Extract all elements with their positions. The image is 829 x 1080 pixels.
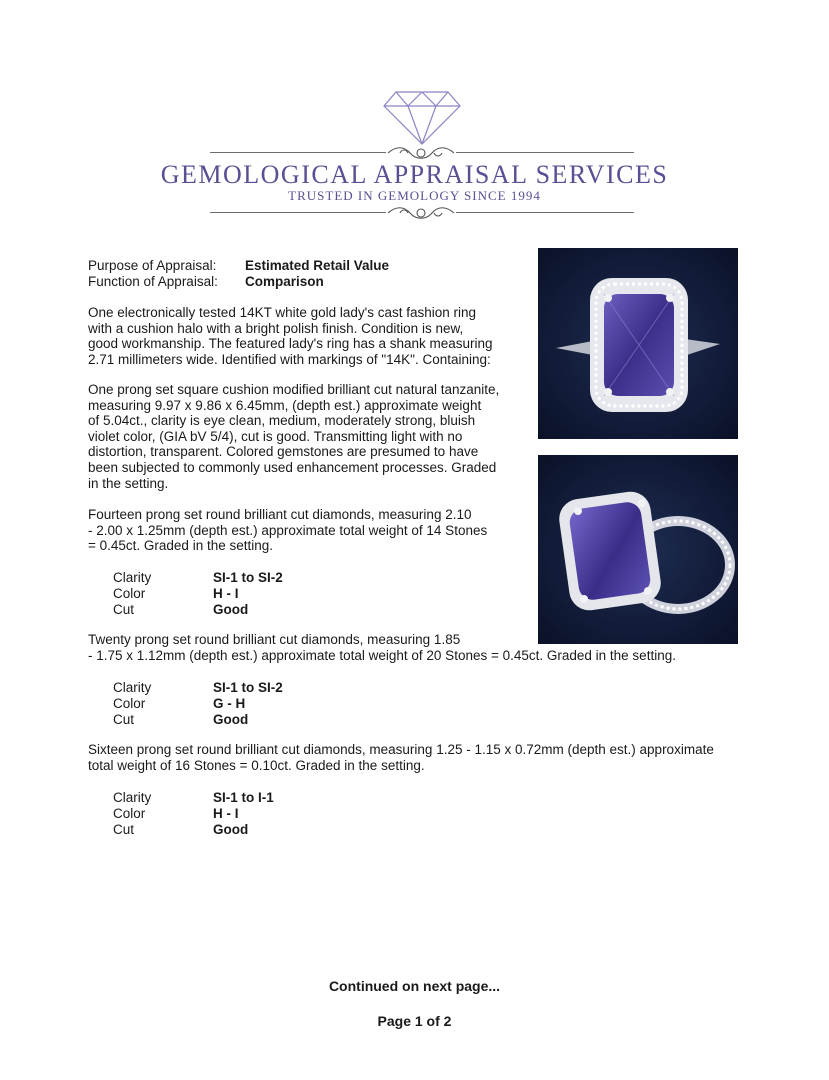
cut-value: Good <box>213 822 249 837</box>
text-line: of 5.04ct., clarity is eye clean, medium, moderately strong, bluish <box>88 413 476 429</box>
diamond-group-3-description <box>88 742 714 773</box>
text-line: violet color, (GIA bV 5/4), cut is good. Transmitting light with no <box>88 428 463 444</box>
clarity-label: Clarity <box>113 790 152 805</box>
text-line: total weight of 16 Stones = 0.10ct. Graded in the setting. <box>88 757 425 773</box>
ring-photo-top-view <box>538 248 738 439</box>
ring-description <box>88 305 493 367</box>
cut-value: Good <box>213 712 249 727</box>
text-line: - 1.75 x 1.12mm (depth est.) approximate total weight of 20 Stones = 0.45ct. Graded in the setting. <box>88 647 676 663</box>
flourish-ornament-icon-bottom <box>386 204 456 222</box>
ring-top-view-image <box>538 248 738 439</box>
clarity-label: Clarity <box>113 680 152 695</box>
clarity-value: SI-1 to SI-2 <box>213 680 283 695</box>
text-line: good workmanship. The featured lady's ring has a shank measuring <box>88 336 493 352</box>
diamond-logo-icon <box>382 90 462 146</box>
cut-label: Cut <box>113 712 135 727</box>
header-rule-bottom-right <box>456 212 634 213</box>
clarity-value: SI-1 to I-1 <box>213 790 274 805</box>
header-rule-bottom-left <box>210 212 386 213</box>
color-value: H - I <box>213 806 239 821</box>
text-line: measuring 9.97 x 9.86 x 6.45mm, (depth est.) approximate weight <box>88 397 482 413</box>
text-line: One electronically tested 14KT white gold lady's cast fashion ring <box>88 305 477 320</box>
text-line: Twenty prong set round brilliant cut diamonds, measuring 1.85 <box>88 632 461 647</box>
color-value: H - I <box>213 586 239 601</box>
header-rule-top-right <box>456 152 634 153</box>
color-value: G - H <box>213 696 246 711</box>
center-stone-description <box>88 382 499 491</box>
continued-note: Continued on next page... <box>328 978 501 994</box>
page-number: Page 1 of 2 <box>377 1013 452 1029</box>
text-line: been subjected to commonly used enhancement processes. Graded <box>88 459 497 475</box>
text-line: with a cushion halo with a bright polish finish. Condition is new, <box>88 320 464 336</box>
text-line: Fourteen prong set round brilliant cut diamonds, measuring 2.10 <box>88 507 472 522</box>
text-line: distortion, transparent. Colored gemstones are presumed to have <box>88 444 479 460</box>
clarity-label: Clarity <box>113 570 152 585</box>
clarity-value: SI-1 to SI-2 <box>213 570 283 585</box>
text-line: - 2.00 x 1.25mm (depth est.) approximate total weight of 14 Stones <box>88 522 488 538</box>
text-line: = 0.45ct. Graded in the setting. <box>88 538 273 554</box>
color-label: Color <box>113 586 146 601</box>
text-line: Sixteen prong set round brilliant cut diamonds, measuring 1.25 - 1.15 x 0.72mm (depth est.) approximate <box>88 742 714 757</box>
function-value: Comparison <box>245 274 324 289</box>
cut-label: Cut <box>113 602 135 617</box>
ring-side-view-image <box>538 455 738 644</box>
cut-label: Cut <box>113 822 135 837</box>
color-label: Color <box>113 696 146 711</box>
function-label: Function of Appraisal: <box>88 274 218 289</box>
company-name: GEMOLOGICAL APPRAISAL SERVICES <box>160 160 669 189</box>
company-tagline: TRUSTED IN GEMOLOGY SINCE 1994 <box>288 188 541 203</box>
ring-photo-side-view <box>538 455 738 644</box>
text-line: One prong set square cushion modified brilliant cut natural tanzanite, <box>88 382 500 397</box>
text-line: in the setting. <box>88 475 169 491</box>
header-rule-top-left <box>210 152 386 153</box>
color-label: Color <box>113 806 146 821</box>
diamond-group-1-description <box>88 507 487 554</box>
cut-value: Good <box>213 602 249 617</box>
purpose-value: Estimated Retail Value <box>245 258 390 273</box>
text-line: 2.71 millimeters wide. Identified with markings of "14K". Containing: <box>88 351 491 367</box>
purpose-label: Purpose of Appraisal: <box>88 258 217 273</box>
